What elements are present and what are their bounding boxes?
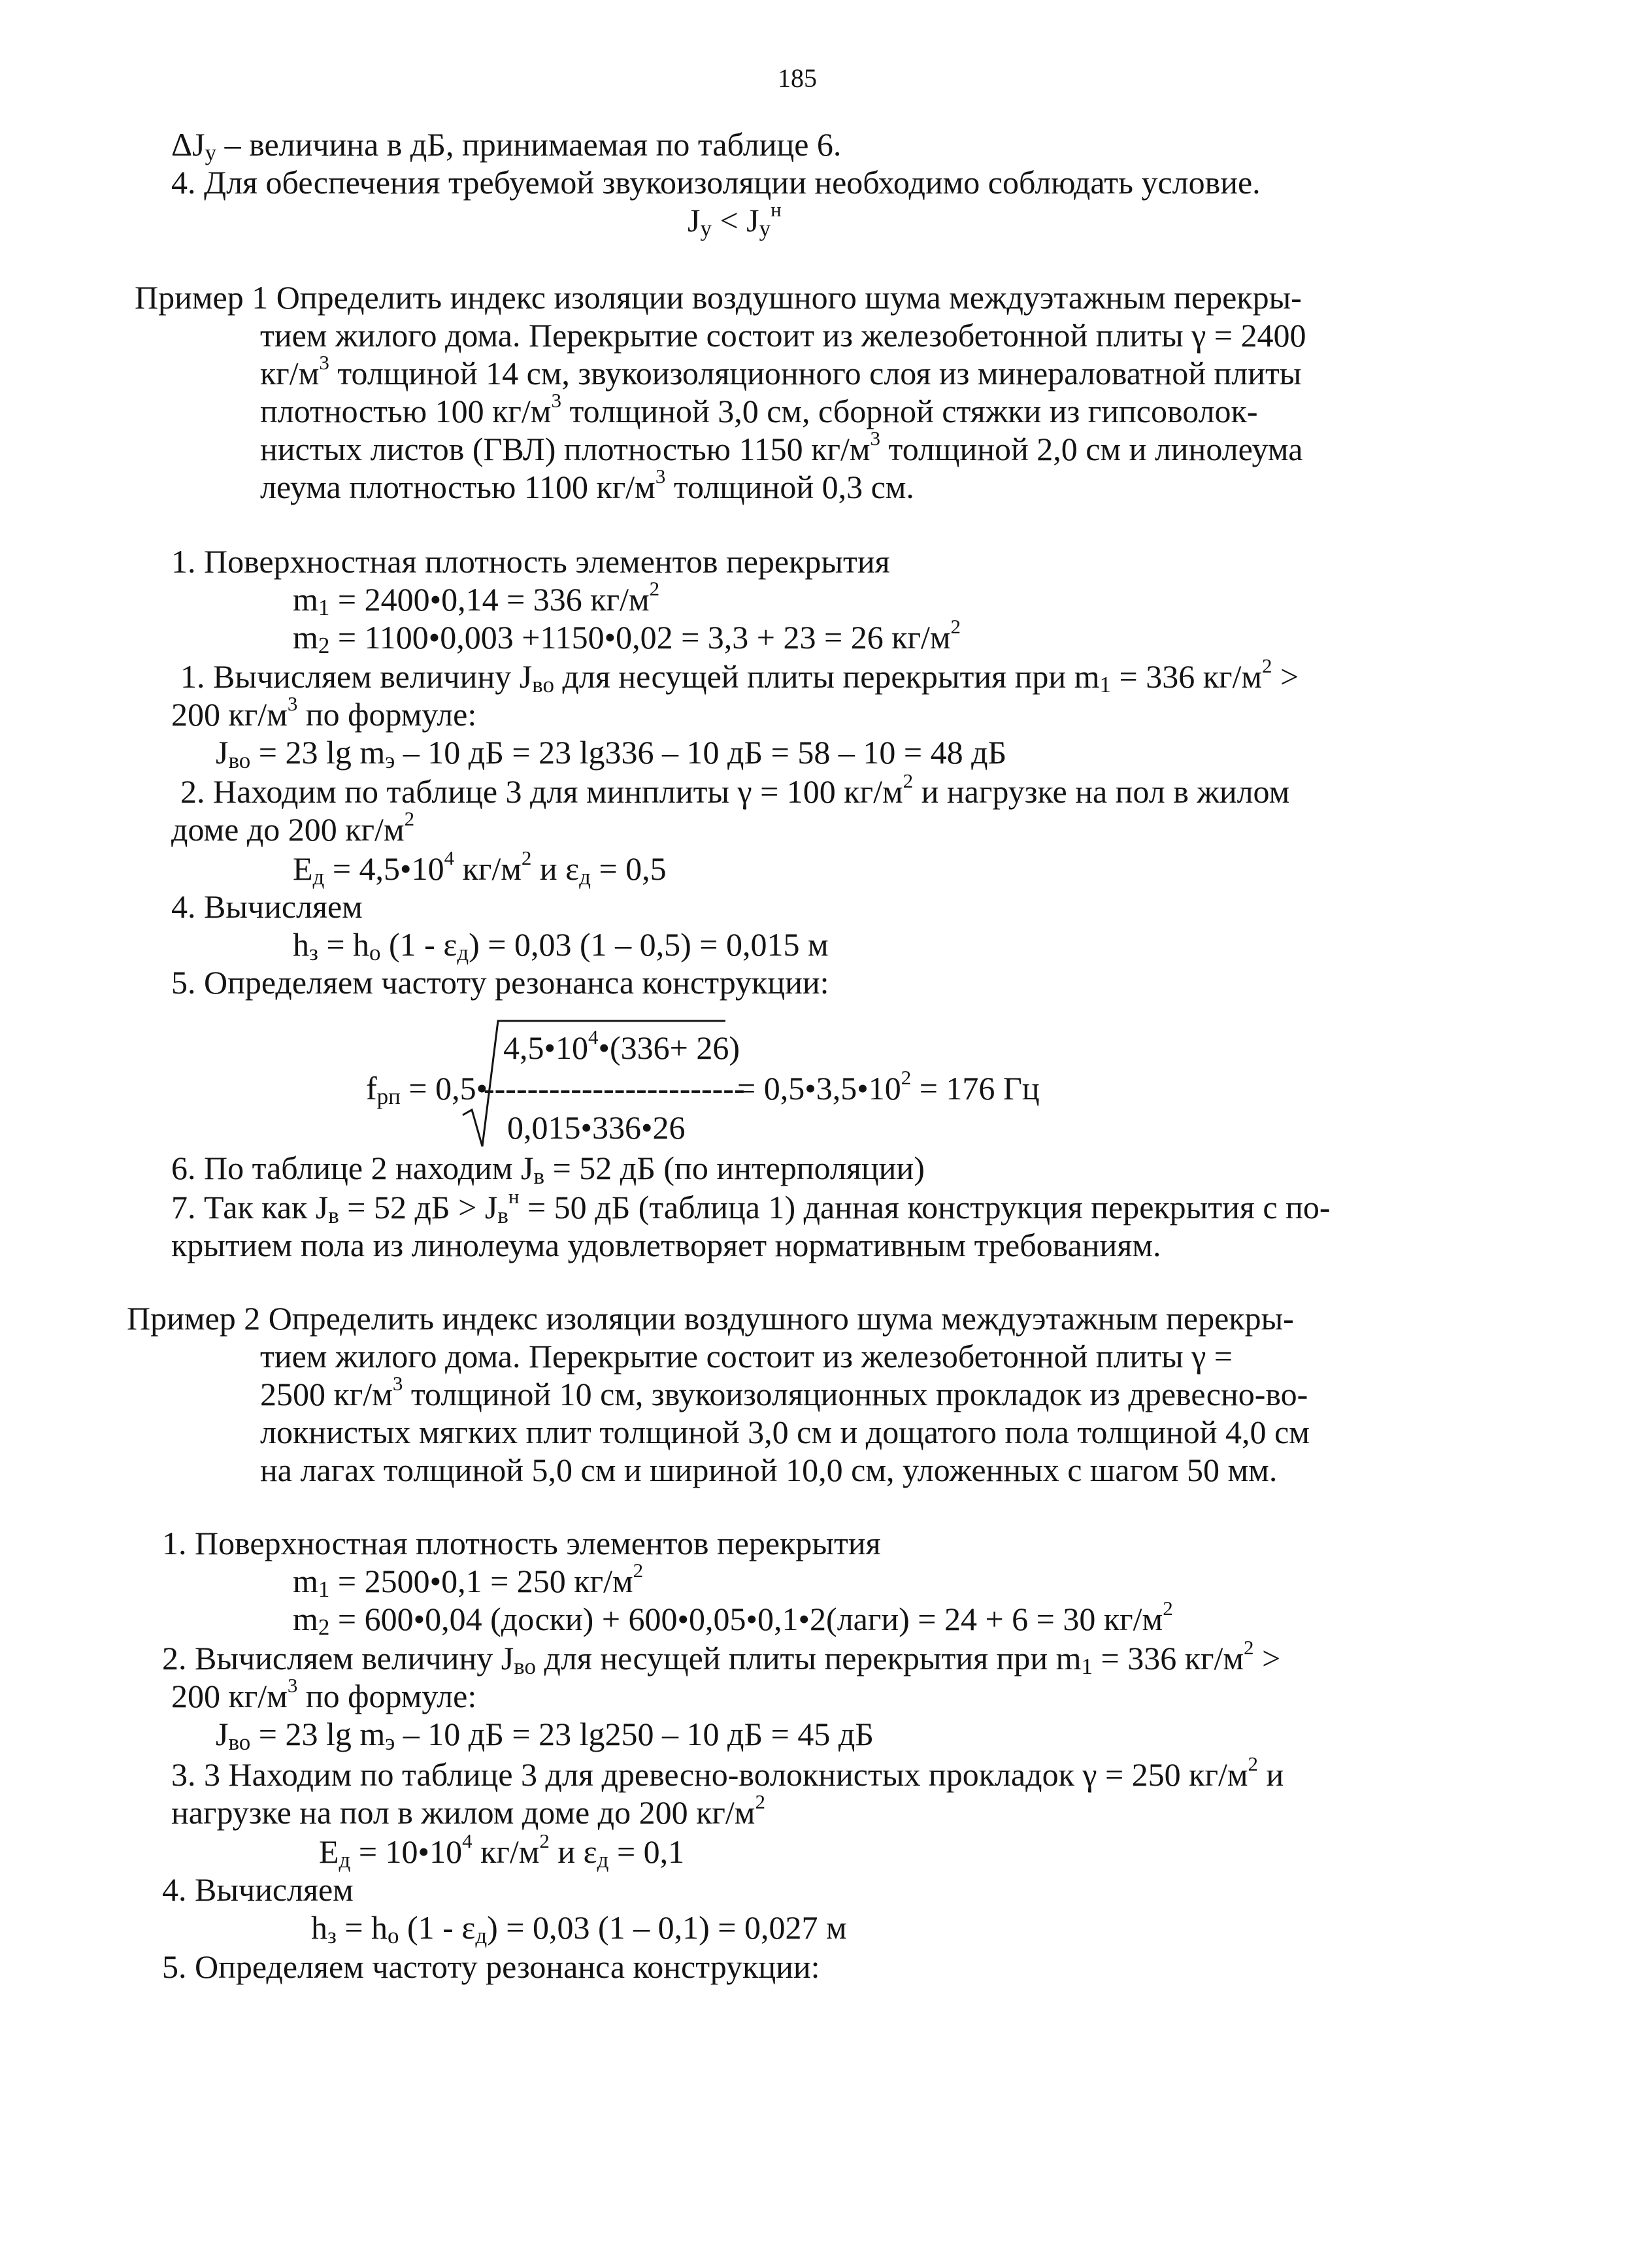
- ex1-freq-result: = $0,5•3,5•10^2 = 176$ Гц: [737, 1065, 1040, 1107]
- ex1-step-3-line-1: 2. Находим по таблице 3 для минплиты γ = 100 $кг/м^2$ и нагрузке на пол в жилом: [180, 769, 1290, 810]
- ex1-step-2-line-1: 1. Вычисляем величину $J_{во}$ для несущей плиты перекрытия при $m_1 = 336$ $кг/м^2$ >: [180, 654, 1299, 697]
- ex2-step-3-line-1: 3. 3 Находим по таблице 3 для древесно-волокнистых прокладок γ = 250 $кг/м^2$ и: [171, 1752, 1284, 1793]
- ex1-heading-1: Пример 1 Определить индекс изоляции воздушного шума междуэтажным перекры-: [135, 279, 1302, 316]
- ex1-freq-numerator: $4,5•10^4•(336+ 26)$: [503, 1025, 740, 1066]
- ex1-heading-6: леума плотностью 1100 $кг/м^3$ толщиной 0,3 см.: [260, 464, 914, 505]
- ex1-step-3-line-2: доме до 200 $кг/м^2$: [171, 807, 415, 848]
- ex2-m1-formula: $m_1$ = 2500•0,1 = 250 $кг/м^2$: [293, 1558, 644, 1602]
- ex1-m1-formula: $m_1$ = 2400•0,14 = 336 $кг/м^2$: [293, 576, 660, 620]
- ex1-step-5: 5. Определяем частоту резонанса конструкции:: [171, 964, 829, 1001]
- ex1-step-1: 1. Поверхностная плотность элементов перекрытия: [171, 543, 890, 580]
- ex1-h3-formula: $h_з = h_о$ $(1 - \varepsilon_д) = 0,03$ (1 – 0,5) = 0,015 м: [293, 926, 829, 965]
- page-number: 185: [778, 63, 817, 93]
- ex1-heading-2: тием жилого дома. Перекрытие состоит из железобетонной плиты γ = 2400: [260, 317, 1306, 354]
- intro-condition: $J_у < J_у^н$: [688, 197, 782, 241]
- ex2-step-2-line-1: 2. Вычисляем величину $J_{во}$ для несущей плиты перекрытия при $m_1 = 336$ $кг/м^2$ >: [162, 1635, 1281, 1679]
- ex1-freq-label: $f_{рп}$ = 0,5•: [366, 1070, 488, 1109]
- ex1-step-6: 6. По таблице 2 находим $J_в = 52$ дБ (по интерполяции): [171, 1150, 925, 1189]
- ex1-step-4: 4. Вычисляем: [171, 888, 363, 925]
- ex2-jvo-formula: $J_{во} = 23$ $\lg m_э - 10$ дБ = 23 lg250 – 10 дБ = 45 дБ: [216, 1716, 874, 1755]
- ex2-h3-formula: $h_з = h_о$ $(1 - \varepsilon_д) = 0,03$ (1 – 0,1) = 0,027 м: [311, 1909, 847, 1948]
- ex2-ed-formula: $Е_д$ = $10•10^4$ $кг/м^2$ и $\varepsilon_д = 0,1$: [319, 1829, 685, 1873]
- ex2-step-1: 1. Поверхностная плотность элементов перекрытия: [162, 1525, 881, 1561]
- ex1-heading-5: нистых листов (ГВЛ) плотностью 1150 $кг/м^3$ толщиной 2,0 см и линолеума: [260, 426, 1303, 467]
- ex2-step-2-line-2: 200 $кг/м^3$ по формуле:: [171, 1673, 477, 1714]
- ex1-jvo-formula: $J_{во} = 23$ $\lg m_э - 10$ дБ = 23 lg336 – 10 дБ = 58 – 10 = 48 дБ: [216, 734, 1007, 773]
- ex2-heading-4: локнистых мягких плит толщиной 3,0 см и дощатого пола толщиной 4,0 см: [260, 1414, 1310, 1450]
- ex2-heading-5: на лагах толщиной 5,0 см и шириной 10,0 см, уложенных с шагом 50 мм.: [260, 1452, 1278, 1488]
- ex2-heading-2: тием жилого дома. Перекрытие состоит из железобетонной плиты γ =: [260, 1338, 1233, 1375]
- ex2-step-3-line-2: нагрузке на пол в жилом доме до 200 $кг/м^2$: [171, 1790, 765, 1831]
- intro-line-2: 4. Для обеспечения требуемой звукоизоляции необходимо соблюдать условие.: [171, 164, 1261, 201]
- ex1-freq-fraction-bar: ------------------------: [484, 1070, 745, 1107]
- intro-line-1: $\Delta J_у$ – величина в дБ, принимаемая по таблице 6.: [171, 126, 842, 165]
- ex1-ed-formula: $Е_д$ = $4,5•10^4$ $кг/м^2$ и $\varepsilon_д = 0,5$: [293, 846, 667, 890]
- ex1-freq-denominator: 0,015•336•26: [507, 1109, 686, 1146]
- ex1-heading-4: плотностью 100 $кг/м^3$ толщиной 3,0 см, сборной стяжки из гипсоволок-: [260, 388, 1258, 429]
- ex1-step-7-line-1: 7. Так как $J_в = 52$ дБ > $J_в^н = 50$ дБ (таблица 1) данная конструкция перекрытия с по-: [171, 1184, 1331, 1228]
- ex2-heading-1: Пример 2 Определить индекс изоляции воздушного шума междуэтажным перекры-: [127, 1300, 1294, 1337]
- ex1-heading-3: $кг/м^3$ толщиной 14 см, звукоизоляционного слоя из минераловатной плиты: [260, 350, 1302, 392]
- ex1-step-7-line-2: крытием пола из линолеума удовлетворяет нормативным требованиям.: [171, 1227, 1161, 1263]
- ex2-step-4: 4. Вычисляем: [162, 1871, 354, 1908]
- ex1-m2-formula: $m_2$ = 1100•0,003 +1150•0,02 = 3,3 + 23 = 26 $кг/м^2$: [293, 614, 961, 658]
- ex2-step-5: 5. Определяем частоту резонанса конструкции:: [162, 1948, 820, 1985]
- ex2-m2-formula: $m_2$ = 600•0,04 (доски) + 600•0,05•0,1•2(лаги) = 24 + 6 = 30 $кг/м^2$: [293, 1596, 1173, 1640]
- ex1-step-2-line-2: 200 $кг/м^3$ по формуле:: [171, 692, 477, 733]
- ex2-heading-3: 2500 $кг/м^3$ толщиной 10 см, звукоизоляционных прокладок из древесно-во-: [260, 1371, 1308, 1412]
